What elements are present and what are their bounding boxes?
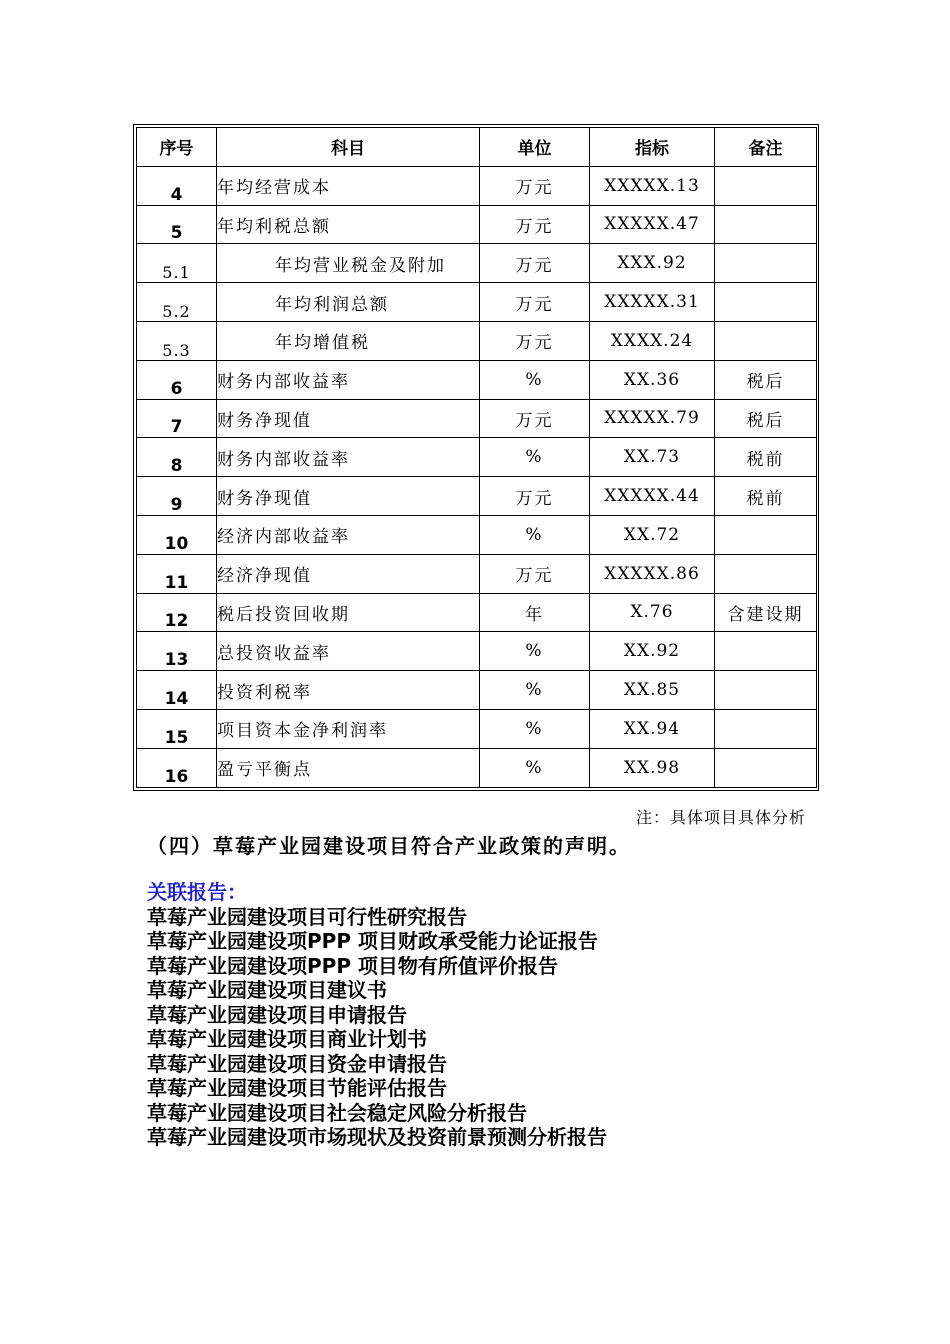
table-row — [137, 632, 817, 671]
row-unit: % — [480, 671, 590, 710]
row-value: XX.92 — [590, 632, 715, 671]
table-row — [137, 399, 817, 438]
row-number: 14 — [137, 671, 217, 710]
table-row — [137, 709, 817, 748]
related-report-link[interactable]: 草莓产业园建设项市场现状及投资前景预测分析报告 — [147, 1125, 607, 1149]
row-subject: 盈亏平衡点 — [217, 748, 480, 787]
table-footnote: 注：具体项目具体分析 — [635, 808, 806, 827]
row-number: 12 — [137, 593, 217, 632]
row-unit: 万元 — [480, 554, 590, 593]
row-subject: 经济内部收益率 — [217, 515, 480, 554]
row-value: XX.98 — [590, 748, 715, 787]
row-number: 15 — [137, 709, 217, 748]
related-report-link[interactable]: 草莓产业园建设项目申请报告 — [147, 1002, 407, 1027]
row-value: XXXX.24 — [590, 321, 715, 360]
table-header-row — [137, 128, 817, 167]
row-value: XXX.92 — [590, 244, 715, 283]
related-reports — [147, 880, 607, 1150]
table-row — [137, 593, 817, 632]
row-note — [715, 671, 817, 710]
row-note — [715, 709, 817, 748]
table-row — [137, 321, 817, 360]
row-value: XX.36 — [590, 360, 715, 399]
row-note — [715, 166, 817, 205]
related-report-link[interactable]: 草莓产业园建设项目节能评估报告 — [147, 1076, 447, 1100]
row-number: 13 — [137, 632, 217, 671]
indicator-table-frame — [133, 124, 819, 791]
table-row — [137, 360, 817, 399]
row-number: 5.1 — [137, 244, 217, 283]
row-value: XXXXX.13 — [590, 166, 715, 205]
row-value: XXXXX.31 — [590, 283, 715, 322]
row-subject: 财务内部收益率 — [217, 438, 480, 477]
related-report-link[interactable]: 草莓产业园建设项目资金申请报告 — [147, 1051, 447, 1076]
row-subject: 税后投资回收期 — [217, 593, 480, 632]
related-report-link[interactable]: 草莓产业园建设项目社会稳定风险分析报告 — [147, 1100, 527, 1125]
row-subject: 投资利税率 — [217, 671, 480, 710]
row-note — [715, 748, 817, 787]
row-subject: 年均利税总额 — [217, 205, 480, 244]
table-body — [137, 166, 817, 787]
row-note — [715, 515, 817, 554]
row-subject: 总投资收益率 — [217, 632, 480, 671]
related-report-link[interactable]: 草莓产业园建设项目可行性研究报告 — [147, 904, 467, 929]
row-value: XX.73 — [590, 438, 715, 477]
row-value: XXXXX.79 — [590, 399, 715, 438]
table-row — [137, 554, 817, 593]
table-row — [137, 671, 817, 710]
row-subject: 年均增值税 — [217, 321, 480, 360]
row-unit: 万元 — [480, 166, 590, 205]
table-row — [137, 283, 817, 322]
row-value: XXXXX.86 — [590, 554, 715, 593]
table-row — [137, 515, 817, 554]
row-value: XX.85 — [590, 671, 715, 710]
row-number: 11 — [137, 554, 217, 593]
related-reports-heading: 关联报告： — [147, 880, 247, 904]
row-unit: % — [480, 748, 590, 787]
row-number: 5.2 — [137, 283, 217, 322]
header-note: 备注 — [715, 128, 817, 167]
row-subject: 年均经营成本 — [217, 166, 480, 205]
row-note — [715, 554, 817, 593]
row-note: 税前 — [715, 438, 817, 477]
row-note: 税后 — [715, 360, 817, 399]
table-row — [137, 205, 817, 244]
related-report-link[interactable]: 草莓产业园建设项目商业计划书 — [147, 1027, 427, 1051]
row-number: 5 — [137, 205, 217, 244]
row-unit: 万元 — [480, 244, 590, 283]
row-number: 5.3 — [137, 321, 217, 360]
related-reports-list — [147, 905, 607, 1150]
table-row — [137, 244, 817, 283]
row-number: 6 — [137, 360, 217, 399]
section-heading: （四）草莓产业园建设项目符合产业政策的声明。 — [147, 834, 631, 858]
row-note — [715, 205, 817, 244]
row-unit: 万元 — [480, 205, 590, 244]
related-report-link[interactable]: 草莓产业园建设项目建议书 — [147, 978, 387, 1002]
row-unit: 万元 — [480, 477, 590, 516]
row-unit: % — [480, 360, 590, 399]
header-value: 指标 — [590, 128, 715, 167]
header-no: 序号 — [137, 128, 217, 167]
row-number: 4 — [137, 166, 217, 205]
row-subject: 年均营业税金及附加 — [217, 244, 480, 283]
row-unit: % — [480, 438, 590, 477]
row-number: 9 — [137, 477, 217, 516]
row-value: XX.72 — [590, 515, 715, 554]
row-value: X.76 — [590, 593, 715, 632]
table-row — [137, 477, 817, 516]
row-unit: 万元 — [480, 283, 590, 322]
row-number: 16 — [137, 748, 217, 787]
row-note: 含建设期 — [715, 593, 817, 632]
table-row — [137, 748, 817, 787]
related-report-link[interactable]: 草莓产业园建设项PPP 项目财政承受能力论证报告 — [147, 929, 598, 953]
row-number: 7 — [137, 399, 217, 438]
row-value: XX.94 — [590, 709, 715, 748]
row-note — [715, 283, 817, 322]
row-note: 税后 — [715, 399, 817, 438]
row-subject: 财务净现值 — [217, 477, 480, 516]
related-report-link[interactable]: 草莓产业园建设项PPP 项目物有所值评价报告 — [147, 953, 558, 978]
row-number: 8 — [137, 438, 217, 477]
row-unit: 年 — [480, 593, 590, 632]
row-subject: 年均利润总额 — [217, 283, 480, 322]
row-value: XXXXX.44 — [590, 477, 715, 516]
indicator-table — [136, 127, 817, 788]
table-row — [137, 438, 817, 477]
row-number: 10 — [137, 515, 217, 554]
row-subject: 财务净现值 — [217, 399, 480, 438]
row-subject: 财务内部收益率 — [217, 360, 480, 399]
row-note: 税前 — [715, 477, 817, 516]
row-note — [715, 632, 817, 671]
row-note — [715, 244, 817, 283]
header-subject: 科目 — [217, 128, 480, 167]
row-unit: 万元 — [480, 321, 590, 360]
row-value: XXXXX.47 — [590, 205, 715, 244]
row-subject: 经济净现值 — [217, 554, 480, 593]
row-unit: 万元 — [480, 399, 590, 438]
row-unit: % — [480, 515, 590, 554]
header-unit: 单位 — [480, 128, 590, 167]
table-row — [137, 166, 817, 205]
row-unit: % — [480, 632, 590, 671]
row-unit: % — [480, 709, 590, 748]
row-note — [715, 321, 817, 360]
row-subject: 项目资本金净利润率 — [217, 709, 480, 748]
